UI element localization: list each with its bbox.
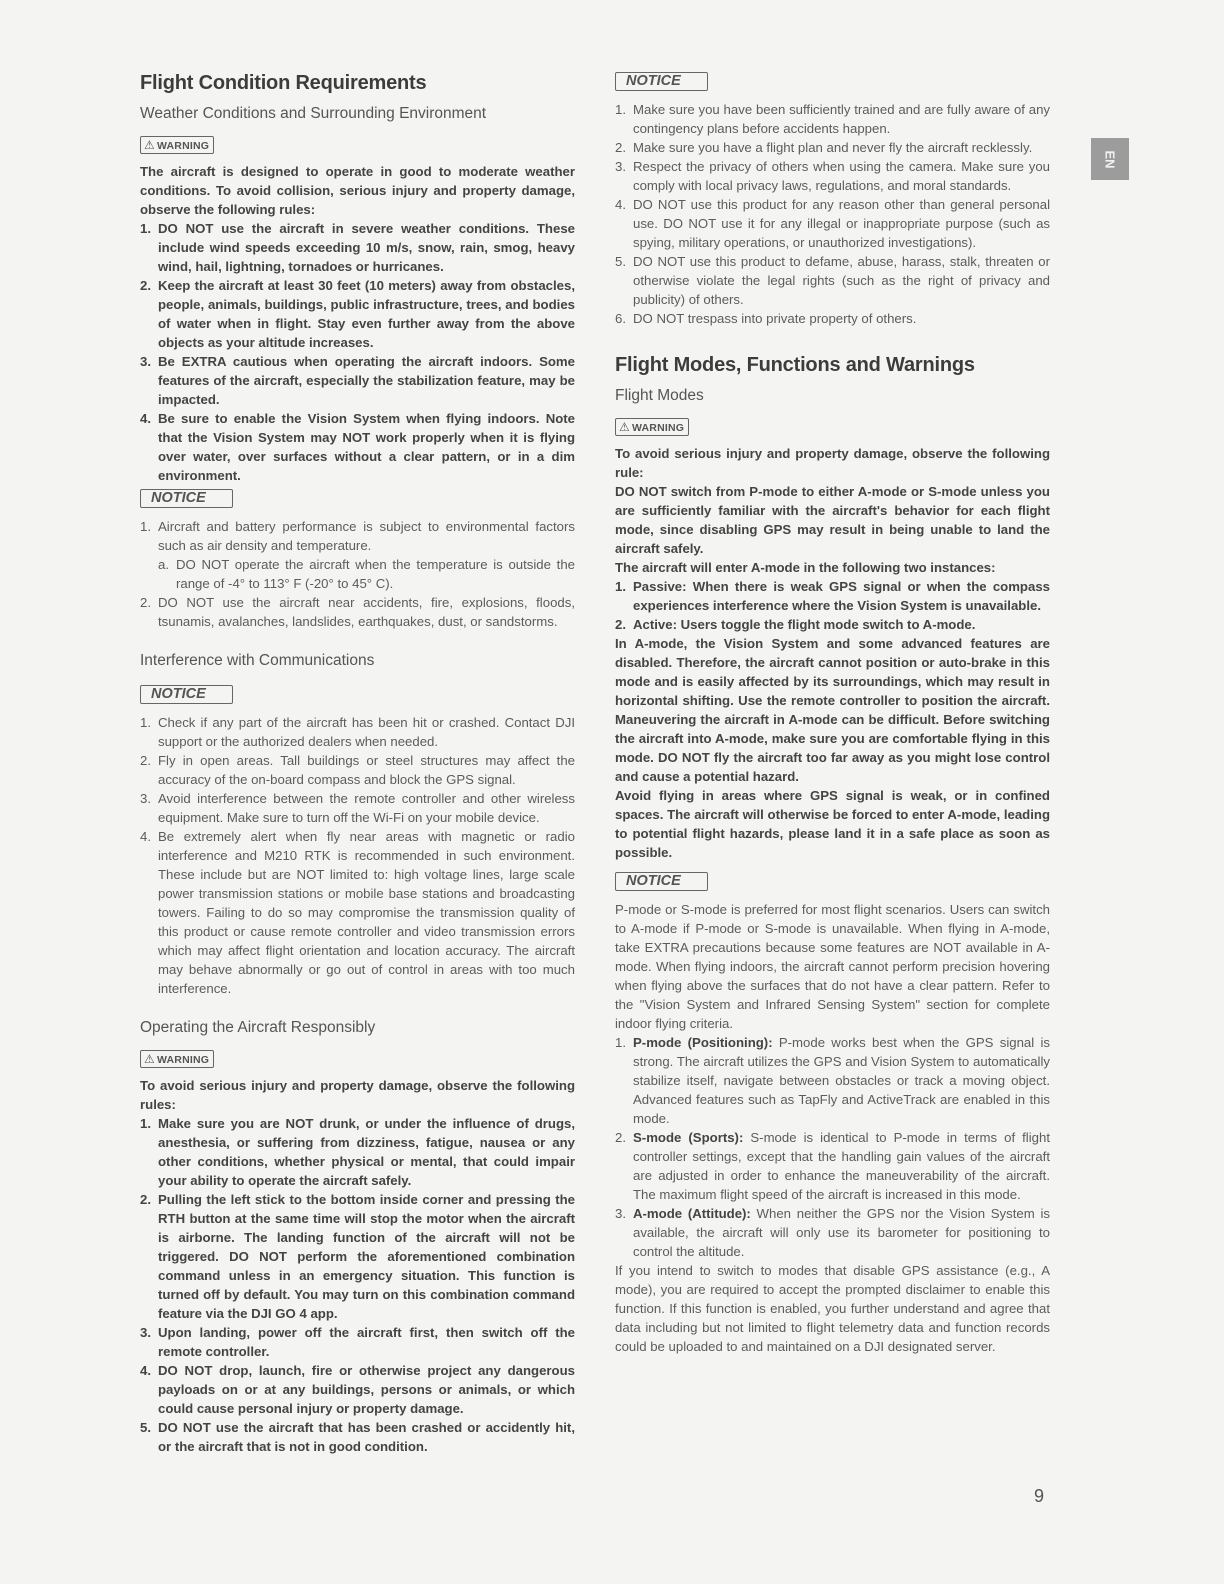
list-item: 2. Fly in open areas. Tall buildings or steel structures may affect the accuracy of the on-board compass and block the GPS signal.	[140, 753, 575, 787]
weather-warning-intro: The aircraft is designed to operate in good to moderate weather conditions. To avoid collision, serious injury and property damage, observe the following rules:	[140, 164, 575, 217]
list-item: 1. Make sure you are NOT drunk, or under the influence of drugs, anesthesia, or suffering from dizziness, fatigue, nausea or any other conditions, whether physical or mental, that could impair your ability to operate the aircraft safely.	[140, 1116, 575, 1188]
section-title-flight-modes: Flight Modes, Functions and Warnings	[615, 354, 975, 376]
subheading-interference: Interference with Communications	[140, 652, 375, 669]
left-column	[140, 70, 575, 1456]
list-item: 5. DO NOT use this product to defame, abuse, harass, stalk, threaten or otherwise violate the legal rights (such as the right of privacy and publicity) of others.	[615, 254, 1050, 307]
mode-descriptions-list	[615, 1033, 1050, 1261]
a-mode-instances-list	[615, 577, 1050, 634]
list-item: 1. P-mode (Positioning): P-mode works best when the GPS signal is strong. The aircraft utilizes the GPS and Vision System to automatically stabilize itself, navigate between obstacles or track a moving object. Advanced features such as TapFly and ActiveTrack are enabled in this mode.	[615, 1035, 1050, 1126]
list-item: 2. Pulling the left stick to the bottom inside corner and pressing the RTH button at the same time will stop the motor when the aircraft is airborne. The landing function of the aircraft will not be triggered. DO NOT perform the aforementioned combination command unless in an emergency situation. This function is turned off by default. You may turn on this combination command feature via the DJI GO 4 app.	[140, 1192, 575, 1321]
list-item: 1. Aircraft and battery performance is subject to environmental factors such as air density and temperature. a. DO NOT operate the aircraft when the temperature is outside the range of -4° to 113° F (-20° to 45° C).	[140, 519, 575, 591]
warning-triangle-icon: ⚠	[144, 1052, 155, 1066]
weather-warning-list	[140, 219, 575, 485]
modes-notice-text: P-mode or S-mode is preferred for most flight scenarios. Users can switch to A-mode if P-mode or S-mode is unavailable. When flying in A-mode, take EXTRA precautions because some features are NOT available in A-mode. When flying indoors, the aircraft cannot perform precision hovering when flying above the surfaces that do not have a clear pattern. Refer to the "Vision System and Infrared Sensing System" section for complete indoor flying criteria.	[615, 902, 1050, 1031]
warning-badge: ⚠ WARNING	[615, 418, 689, 436]
list-item: 1. Check if any part of the aircraft has been hit or crashed. Contact DJI support or the authorized dealers when needed.	[140, 715, 575, 749]
subheading-weather: Weather Conditions and Surrounding Environment	[140, 105, 487, 122]
page-number: 9	[1034, 1486, 1045, 1506]
subheading-flight-modes: Flight Modes	[615, 387, 704, 404]
list-item: 3. A-mode (Attitude): When neither the GPS nor the Vision System is available, the aircraft will only use its barometer for positioning to control the altitude.	[615, 1206, 1050, 1259]
modes-warning-p3: The aircraft will enter A-mode in the following two instances:	[615, 560, 996, 575]
notice-badge: NOTICE	[140, 489, 233, 508]
list-item: 6. DO NOT trespass into private property of others.	[615, 311, 917, 326]
modes-warning-p2: DO NOT switch from P-mode to either A-mode or S-mode unless you are sufficiently familiar with the aircraft's behavior for each flight mode, since disabling GPS may result in being unable to land the aircraft safely.	[615, 484, 1050, 556]
list-item: 4. Be extremely alert when fly near areas with magnetic or radio interference and M210 RTK is recommended in such environment. These include but are NOT limited to: high voltage lines, large scale power transmission stations or mobile base stations and broadcasting towers. Failing to do so may compromise the transmission quality of this product or cause remote controller and video transmission errors which may affect flight orientation and location accuracy. The aircraft may behave abnormally or go out of control in areas with too much interference.	[140, 829, 575, 996]
warning-badge: ⚠ WARNING	[140, 1050, 214, 1068]
list-item: 2. Make sure you have a flight plan and never fly the aircraft recklessly.	[615, 140, 1033, 155]
list-item: 3. Be EXTRA cautious when operating the aircraft indoors. Some features of the aircraft, especially the stabilization feature, may be impacted.	[140, 354, 575, 407]
list-item: 4. DO NOT drop, launch, fire or otherwise project any dangerous payloads on or at any buildings, persons or animals, or which could cause personal injury or property damage.	[140, 1363, 575, 1416]
subheading-operating: Operating the Aircraft Responsibly	[140, 1019, 376, 1036]
list-item: a. DO NOT operate the aircraft when the temperature is outside the range of -4° to 113° F (-20° to 45° C).	[158, 557, 575, 591]
modes-warning-p5: Avoid flying in areas where GPS signal is weak, or in confined spaces. The aircraft will otherwise be forced to enter A-mode, leading to potential flight hazards, please land it in a safe place as soon as possible.	[615, 788, 1050, 860]
notice-badge: NOTICE	[615, 872, 708, 891]
modes-warning-p1: To avoid serious injury and property damage, observe the following rule:	[615, 446, 1050, 480]
operating-warning-list	[140, 1114, 575, 1456]
right-column	[615, 70, 1050, 1356]
notice-badge: NOTICE	[140, 685, 233, 704]
list-item: 4. Be sure to enable the Vision System when flying indoors. Note that the Vision System may NOT work properly when it is flying over water, over surfaces without a clear pattern, or in a dim environment.	[140, 411, 575, 483]
interference-notice-list	[140, 713, 575, 998]
warning-triangle-icon: ⚠	[619, 420, 630, 434]
list-item: 2. S-mode (Sports): S-mode is identical to P-mode in terms of flight controller settings, except that the handling gain values of the aircraft are adjusted in order to enhance the maneuverability of the aircraft. The maximum flight speed of the aircraft is increased in this mode.	[615, 1130, 1050, 1202]
list-item: 2. Keep the aircraft at least 30 feet (10 meters) away from obstacles, people, animals, buildings, public infrastructure, trees, and bodies of water when in flight. Stay even further away from the above objects as your altitude increases.	[140, 278, 575, 350]
list-item: 1. Passive: When there is weak GPS signal or when the compass experiences interference where the Vision System is unavailable.	[615, 579, 1050, 613]
language-tab: EN	[1091, 138, 1129, 180]
notice-badge: NOTICE	[615, 72, 708, 91]
list-item: 5. DO NOT use the aircraft that has been crashed or accidently hit, or the aircraft that is not in good condition.	[140, 1420, 575, 1454]
list-item: 3. Upon landing, power off the aircraft first, then switch off the remote controller.	[140, 1325, 575, 1359]
warning-triangle-icon: ⚠	[144, 138, 155, 152]
list-item: 1. DO NOT use the aircraft in severe weather conditions. These include wind speeds exceeding 10 m/s, snow, rain, smog, heavy wind, hail, lightning, tornadoes or hurricanes.	[140, 221, 575, 274]
modes-warning-p4: In A-mode, the Vision System and some advanced features are disabled. Therefore, the aircraft cannot position or auto-brake in this mode and is easily affected by its surroundings, which may result in horizontal shifting. Use the remote controller to position the aircraft. Maneuvering the aircraft in A-mode can be difficult. Before switching the aircraft into A-mode, make sure you are comfortable flying in this mode. DO NOT fly the aircraft too far away as you might lose control and cause a potential hazard.	[615, 636, 1050, 784]
operating-warning-intro: To avoid serious injury and property damage, observe the following rules:	[140, 1078, 575, 1112]
list-item: 2. Active: Users toggle the flight mode switch to A-mode.	[615, 617, 976, 632]
weather-notice-list	[140, 517, 575, 631]
list-item: 3. Avoid interference between the remote controller and other wireless equipment. Make sure to turn off the Wi-Fi on your mobile device.	[140, 791, 575, 825]
list-item: 1. Make sure you have been sufficiently trained and are fully aware of any contingency plans before accidents happen.	[615, 102, 1050, 136]
warning-badge: ⚠ WARNING	[140, 136, 214, 154]
disclaimer-text: If you intend to switch to modes that disable GPS assistance (e.g., A mode), you are required to accept the prompted disclaimer to enable this function. If this function is enabled, you further understand and agree that data including but not limited to flight telemetry data and function records could be uploaded to and maintained on a DJI designated server.	[615, 1263, 1050, 1354]
section-title-flight-condition: Flight Condition Requirements	[140, 72, 427, 94]
list-item: 4. DO NOT use this product for any reason other than general personal use. DO NOT use it for any illegal or inappropriate purpose (such as spying, military operations, or unauthorized investigations).	[615, 197, 1050, 250]
list-item: 3. Respect the privacy of others when using the camera. Make sure you comply with local privacy laws, regulations, and moral standards.	[615, 159, 1050, 193]
privacy-notice-list	[615, 100, 1050, 328]
list-item: 2. DO NOT use the aircraft near accidents, fire, explosions, floods, tsunamis, avalanches, landslides, earthquakes, dust, or sandstorms.	[140, 595, 575, 629]
